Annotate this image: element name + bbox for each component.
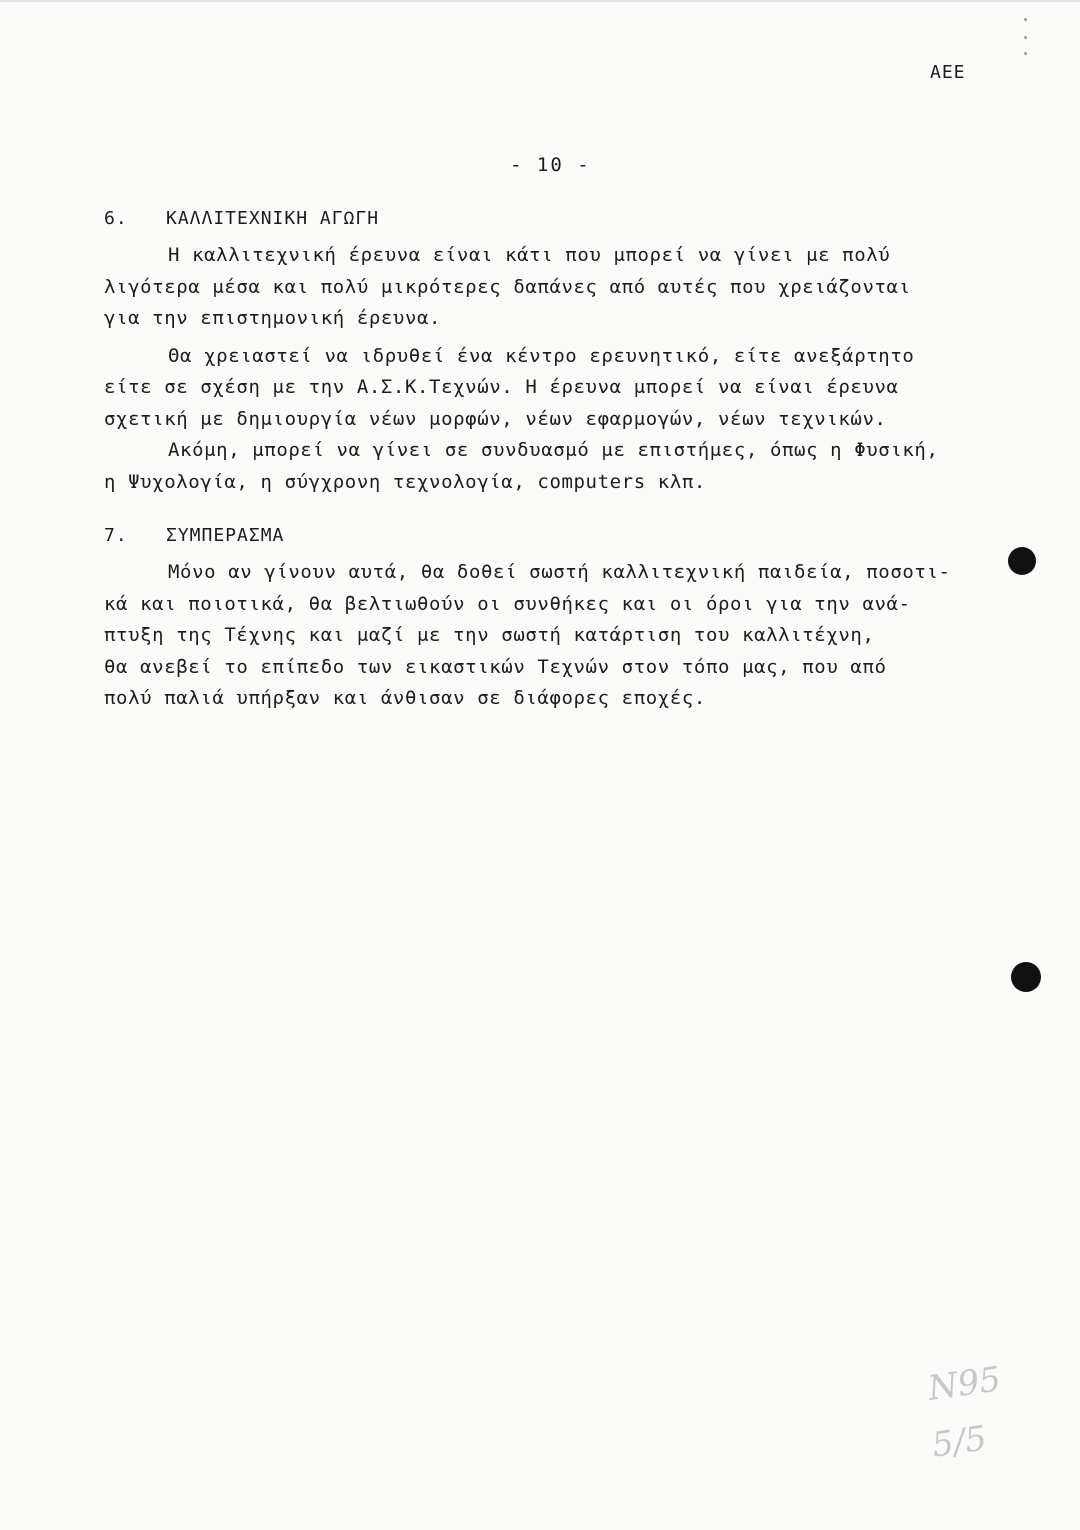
text-line: η Ψυχολογία, η σύγχρονη τεχνολογία, computers κλπ. [104,470,706,493]
text-line: είτε σε σχέση με την Α.Σ.Κ.Τεχνών. Η έρευνα μπορεί να είναι έρευνα [104,376,899,398]
handwritten-note: N95 [925,1359,1004,1409]
text-line: Μόνο αν γίνουν αυτά, θα δοθεί σωστή καλλιτεχνική παιδεία, ποσοτι- [168,561,951,583]
paragraph [104,435,1004,498]
text-line: θα ανεβεί το επίπεδο των εικαστικών Τεχνών στον τόπο μας, που από [104,655,887,678]
text-line: πολύ παλιά υπήρξαν και άνθισαν σε διάφορες εποχές. [104,687,706,709]
text-line: σχετική με δημιουργία νέων μορφών, νέων εφαρμογών, νέων τεχνικών. [104,407,887,430]
punch-hole-mark [1008,547,1036,575]
handwritten-note: 5/5 [929,1418,990,1466]
section-number: 7. [104,525,128,546]
punch-hole-mark [1011,962,1041,992]
text-line: Η καλλιτεχνική έρευνα είναι κάτι που μπορεί να γίνει με πολύ [168,244,891,266]
paragraph [104,341,1004,436]
section-title: ΚΑΛΛΙΤΕΧΝΙΚΗ ΑΓΩΓΗ [166,208,380,229]
paragraph [104,557,1004,715]
text-line: πτυξη της Τέχνης και μαζί με την σωστή κατάρτιση του καλλιτέχνη, [104,624,875,646]
section-heading [104,202,1004,236]
section-title: ΣΥΜΠΕΡΑΣΜΑ [166,525,285,546]
section-heading [104,519,1004,553]
text-line: Ακόμη, μπορεί να γίνει σε συνδυασμό με επιστήμες, όπως η Φυσική, [168,439,939,461]
section-7 [104,519,1004,715]
text-line: για την επιστημονική έρευνα. [104,307,442,329]
section-6 [104,202,1004,498]
paragraph [104,240,1004,335]
page-number: - 10 - [510,154,591,176]
section-number: 6. [104,208,128,229]
text-line: λιγότερα μέσα και πολύ μικρότερες δαπάνες από αυτές που χρειάζονται [104,275,911,298]
document-code: ΑΕΕ [930,62,966,83]
text-line: Θα χρειαστεί να ιδρυθεί ένα κέντρο ερευνητικό, είτε ανεξάρτητο [168,344,915,367]
text-line: κά και ποιοτικά, θα βελτιωθούν οι συνθήκες και οι όροι για την ανά- [104,592,911,615]
corner-marks [1024,18,1030,58]
